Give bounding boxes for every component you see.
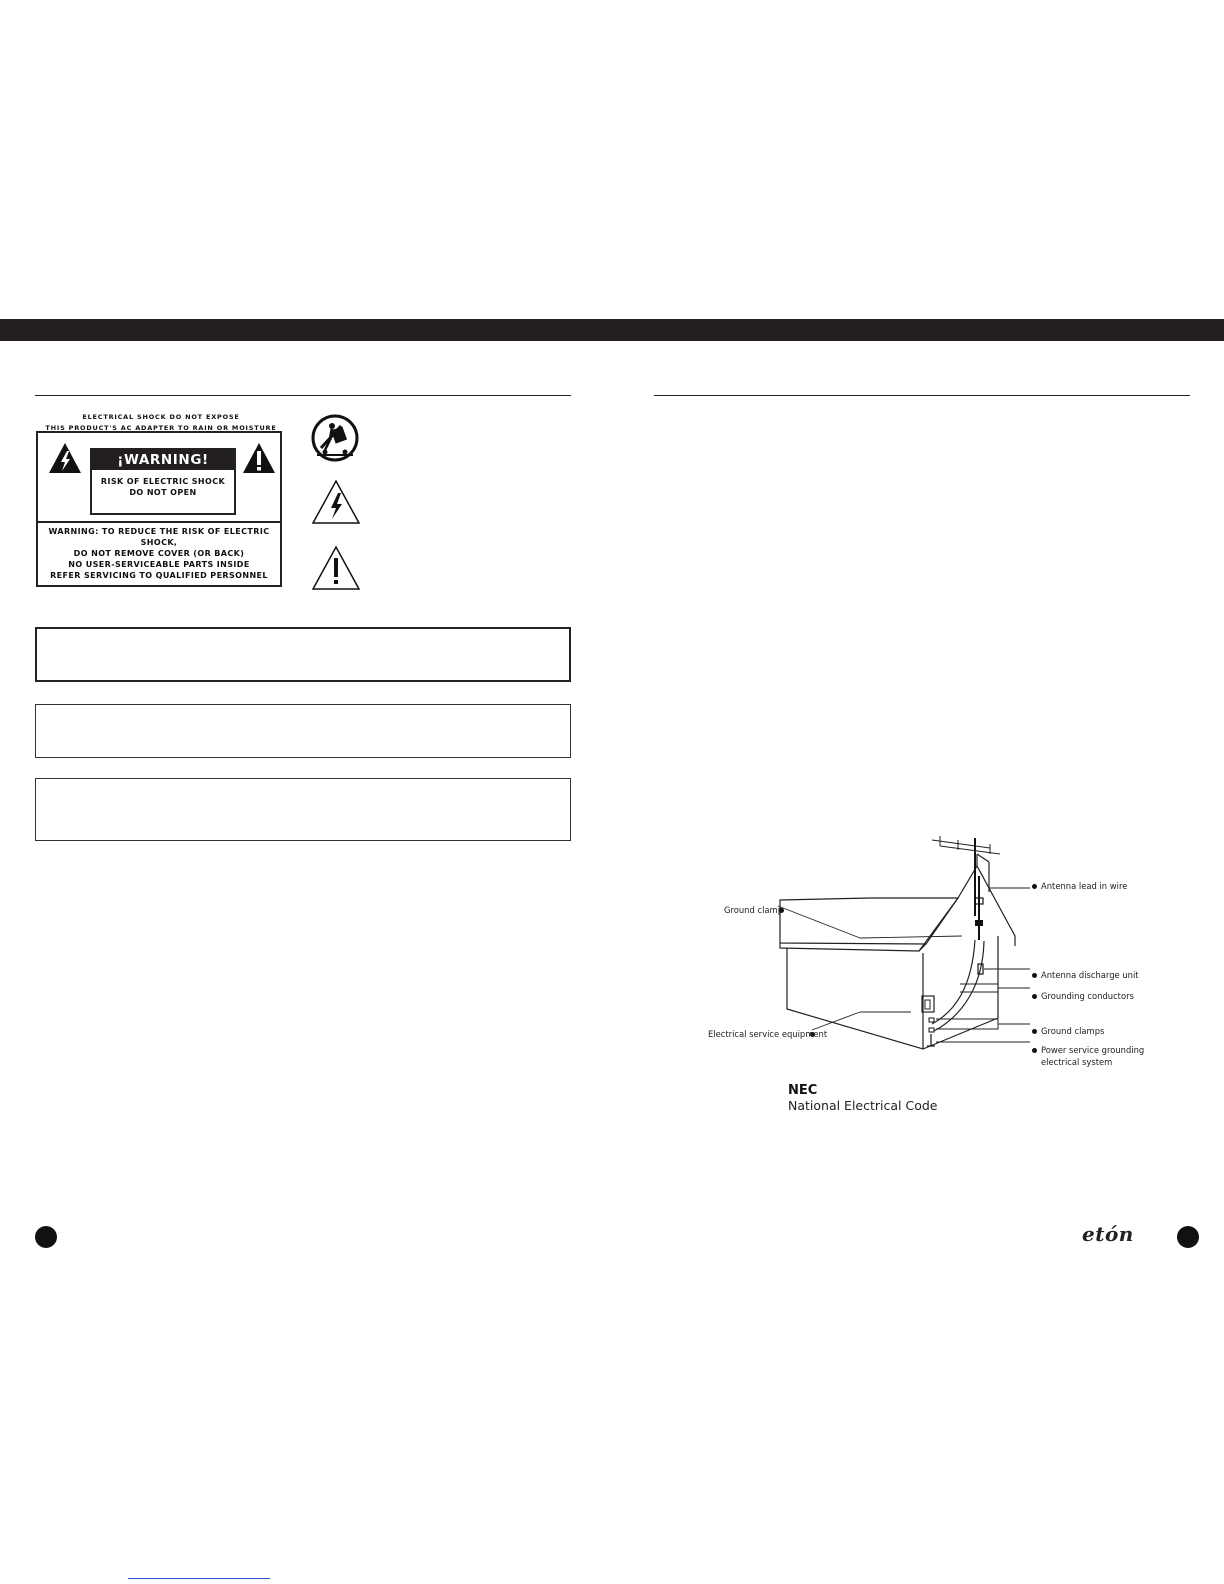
- grounding-conductors-label: Grounding conductors: [1041, 991, 1134, 1001]
- left-page-rule: [35, 395, 571, 396]
- label-dot: [1032, 1048, 1037, 1053]
- header-band: [0, 319, 1224, 341]
- link-underline[interactable]: [128, 1578, 270, 1579]
- antenna-grounding-diagram: [700, 836, 1030, 1056]
- label-dot: [1032, 884, 1037, 889]
- warning-divider: [38, 521, 280, 523]
- right-page-number-marker: [1177, 1226, 1199, 1248]
- power-service-label-line1: Power service grounding: [1041, 1045, 1145, 1055]
- warning-bottom-line3: DO NOT REMOVE COVER (OR BACK): [73, 549, 245, 558]
- exclamation-triangle-icon: [242, 442, 276, 474]
- warning-label: [36, 431, 282, 587]
- antenna-lead-in-wire-label: Antenna lead in wire: [1041, 881, 1128, 891]
- electrical-service-equipment-label: Electrical service equipment: [708, 1029, 828, 1039]
- house-roof: [780, 898, 958, 944]
- warning-bottom-line2: SHOCK,: [140, 538, 178, 547]
- brand-logo: etón: [1082, 1222, 1134, 1246]
- exclamation-triangle-icon: [311, 545, 361, 591]
- notice-box-1: [35, 627, 571, 682]
- warning-bottom-line1: WARNING: TO REDUCE THE RISK OF ELECTRIC: [48, 527, 270, 536]
- warning-bottom-text: [38, 526, 280, 581]
- label-dot: [1032, 973, 1037, 978]
- nec-full-name: National Electrical Code: [788, 1098, 938, 1113]
- risk-text-line2: DO NOT OPEN: [129, 488, 197, 497]
- notice-box-3: [35, 778, 571, 841]
- risk-text-line1: RISK OF ELECTRIC SHOCK: [100, 477, 226, 486]
- left-page-number-marker: [35, 1226, 57, 1248]
- warning-bottom-line5: REFER SERVICING TO QUALIFIED PERSONNEL: [50, 571, 268, 580]
- right-page-rule: [654, 395, 1190, 396]
- cart-tipover-icon: [311, 414, 359, 462]
- label-dot: [1032, 1029, 1037, 1034]
- ground-clamp-label: Ground clamp: [724, 905, 784, 915]
- warning-header-line1: ELECTRICAL SHOCK DO NOT EXPOSE: [82, 413, 240, 421]
- lightning-triangle-icon: [48, 442, 82, 474]
- power-service-label-line2: electrical system: [1041, 1057, 1113, 1067]
- notice-box-2: [35, 704, 571, 758]
- warning-header-line2: THIS PRODUCT'S AC ADAPTER TO RAIN OR MOISTURE: [45, 424, 277, 432]
- warning-bottom-line4: NO USER-SERVICEABLE PARTS INSIDE: [68, 560, 250, 569]
- antenna-discharge-unit-label: Antenna discharge unit: [1041, 970, 1139, 980]
- lightning-triangle-icon: [311, 479, 361, 525]
- nec-abbrev: NEC: [788, 1083, 818, 1098]
- label-dot: [1032, 994, 1037, 999]
- ground-clamps-label: Ground clamps: [1041, 1026, 1105, 1036]
- warning-inner-box: [90, 448, 236, 515]
- warning-title: ¡WARNING!: [92, 450, 234, 470]
